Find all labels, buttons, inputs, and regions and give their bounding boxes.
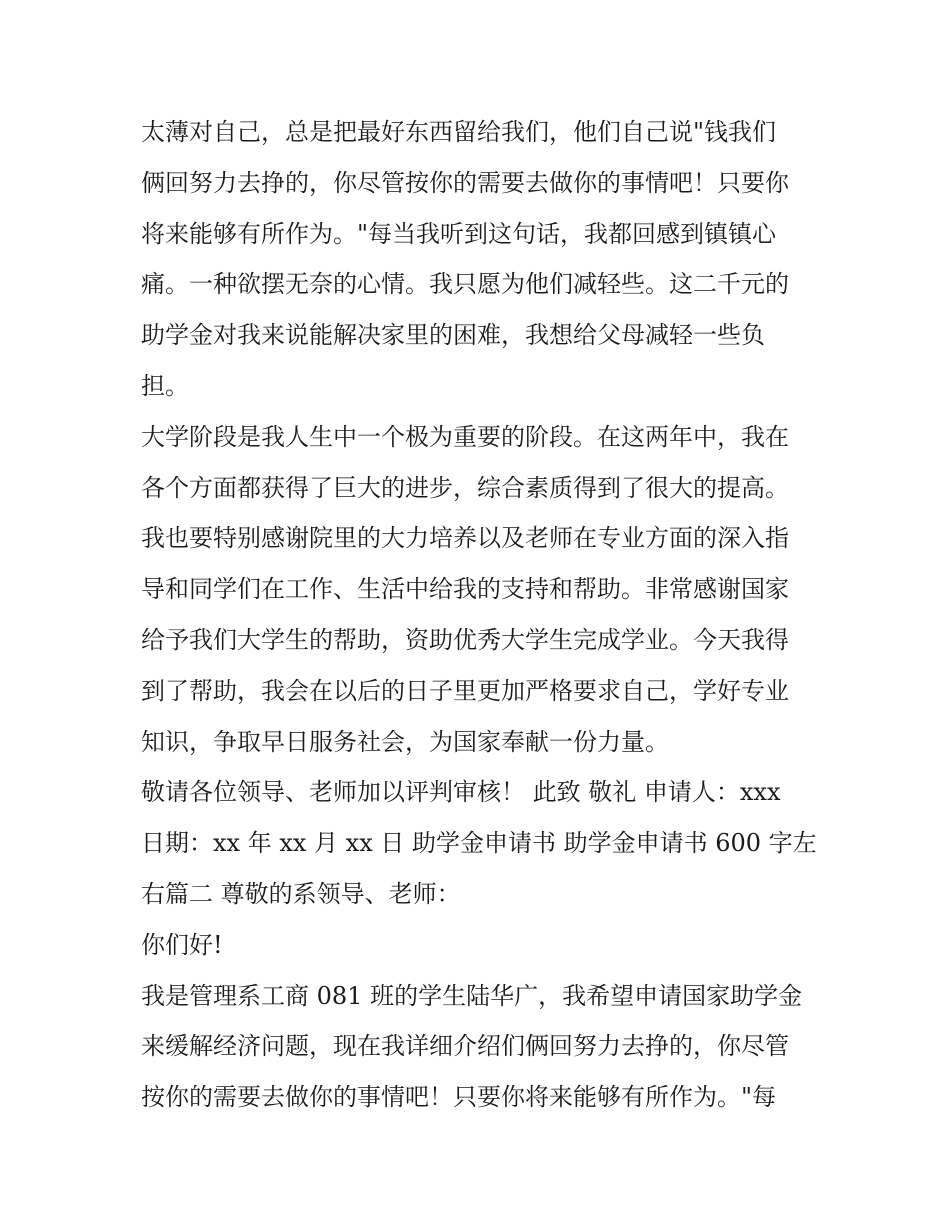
text-line: 给予我们大学生的帮助，资助优秀大学生完成学业。今天我得 (141, 625, 789, 654)
text-line: 日期：xx 年 xx 月 xx 日 助学金申请书 助学金申请书 600 字左 (141, 829, 817, 858)
text-line: 按你的需要去做你的事情吧！只要你将来能够有所作为。"每 (141, 1083, 777, 1112)
text-line: 我也要特别感谢院里的大力培养以及老师在专业方面的深入指 (141, 524, 789, 553)
text-line: 助学金对我来说能解决家里的困难，我想给父母减轻一些负 (141, 321, 765, 350)
text-line: 大学阶段是我人生中一个极为重要的阶段。在这两年中，我在 (141, 422, 789, 451)
text-line: 将来能够有所作为。"每当我听到这句话，我都回感到镇镇心 (141, 219, 777, 248)
text-line: 敬请各位领导、老师加以评判审核！ 此致 敬礼 申请人：xxx (141, 778, 781, 807)
text-line: 知识，争取早日服务社会，为国家奉献一份力量。 (141, 727, 669, 756)
text-line: 太薄对自己，总是把最好东西留给我们，他们自己说"钱我们 (141, 118, 777, 146)
text-line: 担。 (141, 371, 189, 400)
text-line: 各个方面都获得了巨大的进步，综合素质得到了很大的提高。 (141, 473, 789, 502)
text-line: 到了帮助，我会在以后的日子里更加严格要求自己，学好专业 (141, 676, 789, 705)
text-line: 来缓解经济问题，现在我详细介绍们俩回努力去挣的，你尽管 (141, 1032, 789, 1061)
text-line: 右篇二 尊敬的系领导、老师： (141, 879, 461, 908)
text-line: 我是管理系工商 081 班的学生陆华广，我希望申请国家助学金 (141, 981, 803, 1010)
text-line: 俩回努力去挣的，你尽管按你的需要去做你的事情吧！只要你 (141, 168, 789, 197)
text-line: 导和同学们在工作、生活中给我的支持和帮助。非常感谢国家 (141, 575, 789, 604)
text-line: 你们好! (141, 930, 223, 959)
body-text (141, 107, 821, 1123)
text-line: 痛。一种欲摆无奈的心情。我只愿为他们减轻些。这二千元的 (141, 270, 789, 299)
